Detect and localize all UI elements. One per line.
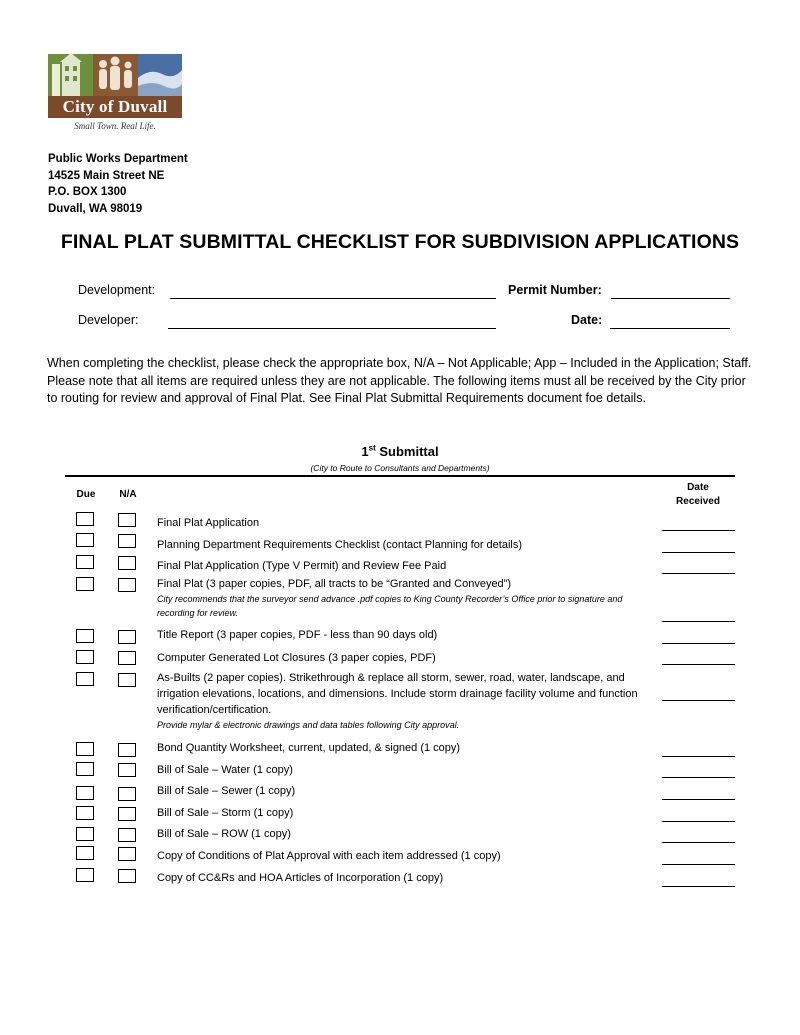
checklist-item [157,650,647,666]
due-checkbox[interactable] [76,846,94,860]
date-received-field[interactable] [662,799,735,800]
na-checkbox[interactable] [118,630,136,644]
submittal-number: 1 [361,444,369,459]
due-checkbox[interactable] [76,577,94,591]
na-checkbox[interactable] [118,513,136,527]
logo-city-name: City of Duvall [48,96,182,118]
logo-tagline: Small Town. Real Life. [74,121,156,131]
permit-number-field[interactable] [611,298,730,299]
submittal-suffix: st [368,443,376,453]
column-date-received-line2: Received [676,496,720,507]
na-checkbox[interactable] [118,787,136,801]
due-checkbox[interactable] [76,806,94,820]
date-received-field[interactable] [662,886,735,887]
checklist-item-label: Final Plat Application [157,517,260,529]
due-checkbox[interactable] [76,555,94,569]
due-checkbox[interactable] [76,827,94,841]
checklist-item-label: Bill of Sale – ROW (1 copy) [157,828,291,840]
checklist-item-label: As-Builts (2 paper copies). Strikethrough & replace all storm, sewer, road, water, landscape, and irrigation elevations, locations, and dimensions. Include storm drainage facility volume and function verification/certification. [157,672,638,716]
date-received-field[interactable] [662,621,735,622]
checklist-item-label: Computer Generated Lot Closures (3 paper copies, PDF) [157,652,436,664]
na-checkbox[interactable] [118,828,136,842]
checklist-item [157,783,647,799]
checklist-item-label: Bill of Sale – Storm (1 copy) [157,807,294,819]
address-po-box: P.O. BOX 1300 [48,186,127,198]
submittal-title [0,444,800,459]
document-title: FINAL PLAT SUBMITTAL CHECKLIST FOR SUBDIVISION APPLICATIONS [60,231,740,253]
date-received-field[interactable] [662,756,735,757]
checklist-item [157,848,647,864]
date-received-field[interactable] [662,552,735,553]
instructions-paragraph: When completing the checklist, please check the appropriate box, N/A – Not Applicable; App – Included in the Application; Staff. Please note that all items are required unless they are not applicable. The following items must all be received by the City prior to routing for review and approval of Final Plat. See Final Plat Submittal Requirements document foe details. [47,356,752,405]
na-checkbox[interactable] [118,763,136,777]
date-received-field[interactable] [662,842,735,843]
checklist-item-label: Copy of Conditions of Plat Approval with each item addressed (1 copy) [157,850,501,862]
checklist-item [157,515,647,531]
permit-number-label: Permit Number: [508,283,602,297]
column-na: N/A [119,489,137,500]
checklist-item [157,826,647,842]
na-checkbox[interactable] [118,847,136,861]
checklist-item [157,762,647,778]
checklist-item [157,576,647,620]
na-checkbox[interactable] [118,807,136,821]
due-checkbox[interactable] [76,786,94,800]
checklist-item-label: Planning Department Requirements Checklist (contact Planning for details) [157,539,523,551]
date-received-field[interactable] [662,664,735,665]
address-city: Duvall, WA 98019 [48,202,143,215]
date-received-field[interactable] [662,777,735,778]
developer-field[interactable] [168,328,496,329]
checklist-item [157,537,647,553]
date-field[interactable] [610,328,730,329]
checklist-item [157,740,647,756]
submittal-note: (City to Route to Consultants and Departments) [310,463,490,473]
column-date-received-line1: Date [687,482,709,493]
table-rule [65,475,735,477]
checklist-item-note: City recommends that the surveyor send advance .pdf copies to King County Recorder’s Office prior to signature and recording for review. [157,594,623,618]
date-received-field[interactable] [662,864,735,865]
checklist-item-label: Title Report (3 paper copies, PDF - less than 90 days old) [157,629,438,641]
address-block [48,151,188,217]
due-checkbox[interactable] [76,868,94,882]
na-checkbox[interactable] [118,673,136,687]
checklist-item [157,627,647,643]
due-checkbox[interactable] [76,533,94,547]
date-label: Date: [571,313,603,327]
due-checkbox[interactable] [76,650,94,664]
column-due: Due [76,489,96,500]
column-date-received [668,481,728,509]
date-received-field[interactable] [662,821,735,822]
checklist-item [157,870,647,886]
checklist-item [157,558,647,574]
submittal-label: Submittal [379,444,439,459]
city-logo-graphic [48,50,182,96]
checklist-item [157,670,647,732]
na-checkbox[interactable] [118,869,136,883]
due-checkbox[interactable] [76,512,94,526]
checklist-item-label: Final Plat (3 paper copies, PDF, all tracts to be “Granted and Conveyed”) [157,578,512,590]
checklist-item [157,805,647,821]
address-street: 14525 Main Street NE [48,169,165,182]
na-checkbox[interactable] [118,651,136,665]
checklist-item-label: Bill of Sale – Sewer (1 copy) [157,785,296,797]
due-checkbox[interactable] [76,629,94,643]
due-checkbox[interactable] [76,762,94,776]
date-received-field[interactable] [662,643,735,644]
na-checkbox[interactable] [118,534,136,548]
na-checkbox[interactable] [118,743,136,757]
development-field[interactable] [170,298,496,299]
checklist-item-label: Bill of Sale – Water (1 copy) [157,764,293,776]
address-department: Public Works Department [48,153,188,165]
na-checkbox[interactable] [118,578,136,592]
date-received-field[interactable] [662,573,735,574]
city-logo [48,50,182,131]
due-checkbox[interactable] [76,672,94,686]
developer-label: Developer: [78,313,139,327]
checklist-item-label: Bond Quantity Worksheet, current, updated, & signed (1 copy) [157,742,461,754]
due-checkbox[interactable] [76,742,94,756]
checklist-item-label: Final Plat Application (Type V Permit) and Review Fee Paid [157,560,447,572]
date-received-field[interactable] [662,700,735,701]
checklist-item-label: Copy of CC&Rs and HOA Articles of Incorporation (1 copy) [157,872,444,884]
date-received-field[interactable] [662,530,735,531]
development-label: Development: [78,283,156,297]
checklist-item-note: Provide mylar & electronic drawings and data tables following City approval. [157,720,460,730]
na-checkbox[interactable] [118,556,136,570]
